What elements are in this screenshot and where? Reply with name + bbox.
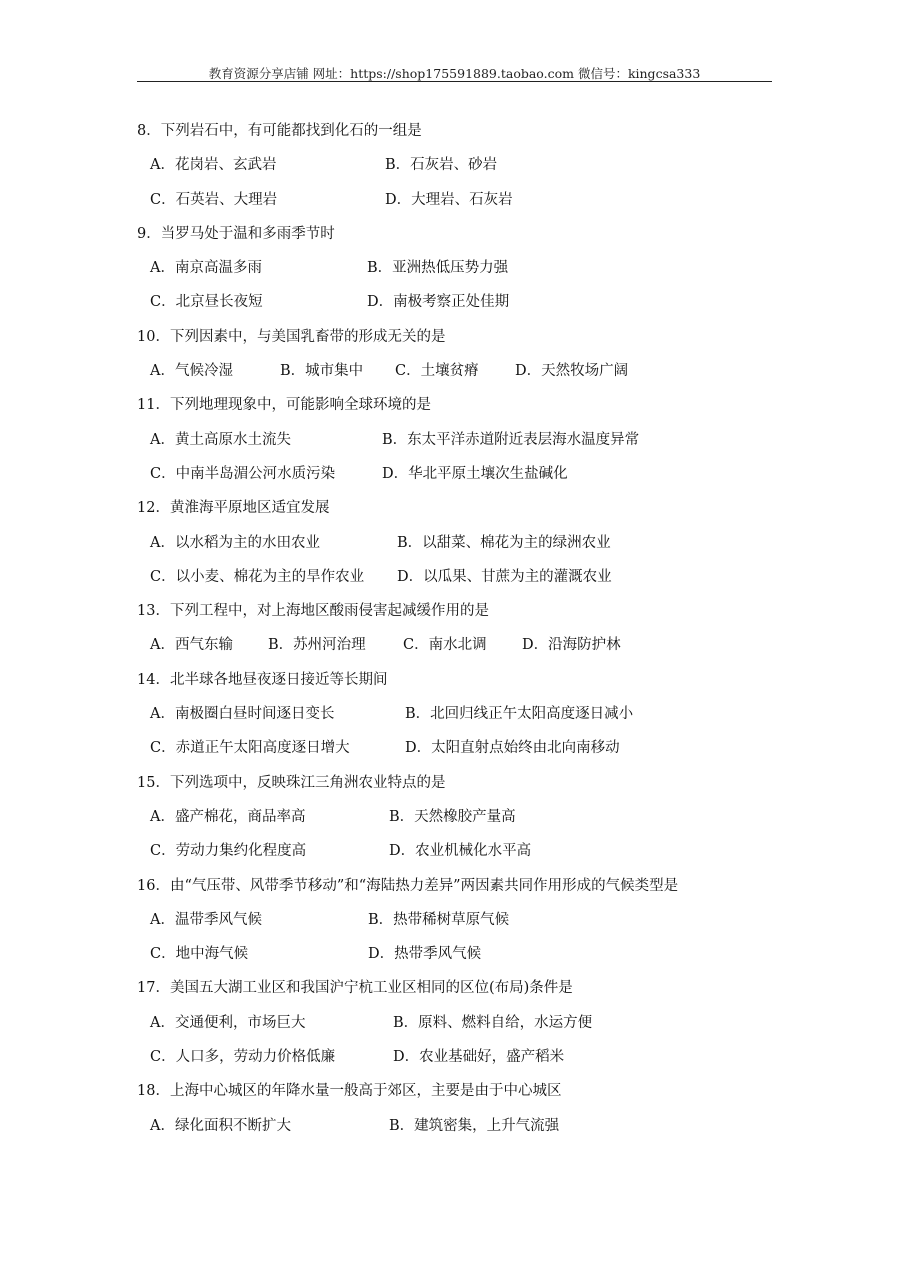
question-stem: 12．黄淮海平原地区适宜发展 — [137, 500, 330, 517]
answer-option: B．石灰岩、砂岩 — [385, 157, 498, 174]
option-row — [137, 731, 777, 765]
answer-option: C．土壤贫瘠 — [395, 363, 479, 380]
answer-option: A．绿化面积不断扩大 — [150, 1117, 291, 1134]
answer-option: D．大理岩、石灰岩 — [385, 191, 513, 208]
answer-option: A．南京高温多雨 — [150, 260, 262, 277]
answer-option: C．劳动力集约化程度高 — [150, 843, 307, 860]
answer-option: B．东太平洋赤道附近表层海水温度异常 — [382, 431, 640, 448]
option-row — [137, 526, 777, 560]
answer-option: D．以瓜果、甘蔗为主的灌溉农业 — [397, 568, 612, 585]
answer-option: A．黄土高原水土流失 — [150, 431, 291, 448]
option-row — [137, 903, 777, 937]
question-stem: 13．下列工程中，对上海地区酸雨侵害起减缓作用的是 — [137, 603, 489, 620]
question-stem: 8．下列岩石中，有可能都找到化石的一组是 — [137, 123, 422, 139]
question-stem: 17．美国五大湖工业区和我国沪宁杭工业区相同的区位(布局)条件是 — [137, 980, 573, 997]
option-row — [137, 560, 777, 594]
question-stem: 14．北半球各地昼夜逐日接近等长期间 — [137, 671, 388, 688]
header-rule — [137, 81, 772, 82]
option-row — [137, 251, 777, 285]
answer-option: B．苏州河治理 — [268, 637, 366, 654]
answer-option: D．农业基础好，盛产稻米 — [393, 1049, 565, 1066]
question-stem: 15．下列选项中，反映珠江三角洲农业特点的是 — [137, 774, 446, 791]
answer-option: B．热带稀树草原气候 — [368, 911, 510, 928]
answer-option: C．以小麦、棉花为主的旱作农业 — [150, 568, 365, 585]
answer-option: B．建筑密集，上升气流强 — [389, 1117, 560, 1134]
question-stem: 18．上海中心城区的年降水量一般高于郊区，主要是由于中心城区 — [137, 1083, 562, 1100]
answer-option: B．以甜菜、棉花为主的绿洲农业 — [397, 534, 611, 551]
option-row — [137, 628, 777, 662]
answer-option: D．华北平原土壤次生盐碱化 — [382, 465, 568, 482]
answer-option: A．以水稻为主的水田农业 — [150, 534, 320, 551]
answer-option: D．沿海防护林 — [522, 637, 621, 654]
answer-option: C．地中海气候 — [150, 946, 249, 963]
answer-option: B．城市集中 — [280, 363, 364, 380]
question-stem: 16．由“气压带、风带季节移动”和“海陆热力差异”两因素共同作用形成的气候类型是 — [137, 877, 679, 894]
option-row — [137, 354, 777, 388]
option-row — [137, 1040, 777, 1074]
question-stem: 9．当罗马处于温和多雨季节时 — [137, 225, 335, 242]
answer-option: D．天然牧场广阔 — [515, 363, 629, 380]
answer-option: C．北京昼长夜短 — [150, 294, 263, 311]
option-row — [137, 697, 777, 731]
answer-option: C．赤道正午太阳高度逐日增大 — [150, 740, 350, 757]
answer-option: A．花岗岩、玄武岩 — [150, 157, 277, 174]
option-row — [137, 183, 777, 217]
answer-option: C．南水北调 — [403, 637, 487, 654]
question-list — [137, 114, 777, 1143]
answer-option: B．天然橡胶产量高 — [389, 808, 516, 825]
answer-option: D．南极考察正处佳期 — [367, 294, 510, 311]
question-stem: 11．下列地理现象中，可能影响全球环境的是 — [137, 397, 431, 414]
answer-option: A．气候冷湿 — [150, 363, 233, 380]
answer-option: D．农业机械化水平高 — [389, 843, 532, 860]
option-row — [137, 423, 777, 457]
page-header: 教育资源分享店铺 网址：https://shop175591889.taobao.com 微信号：kingcsa333 — [208, 66, 701, 81]
answer-option: A．盛产棉花，商品率高 — [150, 808, 306, 825]
answer-option: B．北回归线正午太阳高度逐日减小 — [405, 706, 634, 723]
option-row — [137, 937, 777, 971]
option-row — [137, 834, 777, 868]
answer-option: C．人口多，劳动力价格低廉 — [150, 1049, 336, 1066]
question-stem: 10．下列因素中，与美国乳畜带的形成无关的是 — [137, 328, 446, 345]
answer-option: C．中南半岛湄公河水质污染 — [150, 465, 336, 482]
answer-option: D．太阳直射点始终由北向南移动 — [405, 740, 620, 757]
answer-option: A．南极圈白昼时间逐日变长 — [150, 706, 335, 723]
option-row — [137, 285, 777, 319]
option-row — [137, 148, 777, 182]
answer-option: B．亚洲热低压势力强 — [367, 260, 509, 277]
option-row — [137, 800, 777, 834]
answer-option: C．石英岩、大理岩 — [150, 191, 278, 208]
option-row — [137, 457, 777, 491]
answer-option: A．交通便利，市场巨大 — [150, 1014, 306, 1031]
answer-option: A．温带季风气候 — [150, 911, 262, 928]
option-row — [137, 1109, 777, 1143]
option-row — [137, 1006, 777, 1040]
answer-option: A．西气东输 — [150, 637, 233, 654]
answer-option: D．热带季风气候 — [368, 946, 482, 963]
answer-option: B．原料、燃料自给，水运方便 — [393, 1014, 593, 1031]
